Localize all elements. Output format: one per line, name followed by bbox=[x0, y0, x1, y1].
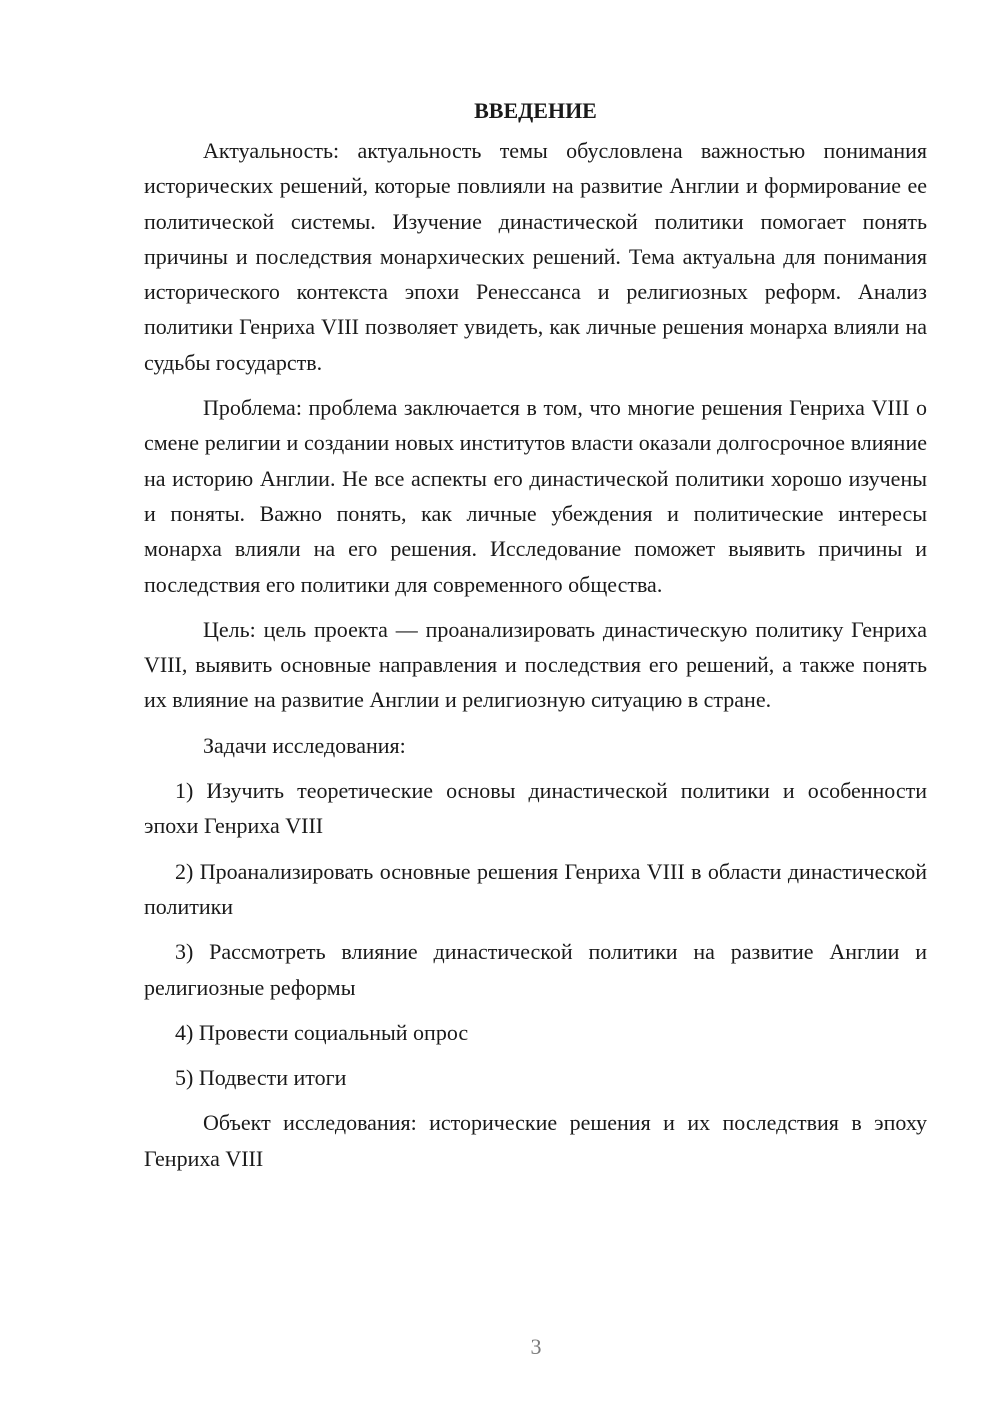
paragraph-tasks-heading: Задачи исследования: bbox=[203, 732, 406, 758]
paragraph-research-object: Объект исследования: исторические решения и их последствия в эпоху Генриха VIII bbox=[144, 1110, 927, 1171]
page-content bbox=[144, 96, 927, 1186]
task-item: 5) Подвести итоги bbox=[175, 1065, 347, 1091]
task-item: 2) Проанализировать основные решения Генриха VIII в области династической политики bbox=[144, 858, 927, 919]
paragraph-goal: Цель: цель проекта — проанализировать династическую политику Генриха VIII, выявить основные направления и последствия его решений, а также понять их влияние на развитие Англии и религиозную ситуацию в стране. bbox=[144, 616, 927, 713]
paragraph-problem: Проблема: проблема заключается в том, что многие решения Генриха VIII о смене религии и создании новых институтов власти оказали долгосрочное влияние на историю Англии. Не все аспекты его династической политики хорошо изучены и поняты. Важно понять, как личные убеждения и политические интересы монарха влияли на его решения. Исследование поможет выявить причины и последствия его политики для современного общества. bbox=[144, 395, 927, 597]
page-number: 3 bbox=[530, 1334, 542, 1359]
paragraph-relevance: Актуальность: актуальность темы обусловлена важностью понимания исторических решений, которые повлияли на развитие Англии и формирование ее политической системы. Изучение династической политики помогает понять причины и последствия монархических решений. Тема актуальна для понимания исторического контекста эпохи Ренессанса и религиозных реформ. Анализ политики Генриха VIII позволяет увидеть, как личные решения монарха влияли на судьбы государств. bbox=[144, 138, 927, 375]
task-item: 3) Рассмотреть влияние династической политики на развитие Англии и религиозные реформы bbox=[144, 939, 927, 1000]
section-title: ВВЕДЕНИЕ bbox=[474, 98, 597, 123]
task-item: 1) Изучить теоретические основы династической политики и особенности эпохи Генриха VIII bbox=[144, 778, 927, 839]
task-item: 4) Провести социальный опрос bbox=[175, 1019, 469, 1045]
